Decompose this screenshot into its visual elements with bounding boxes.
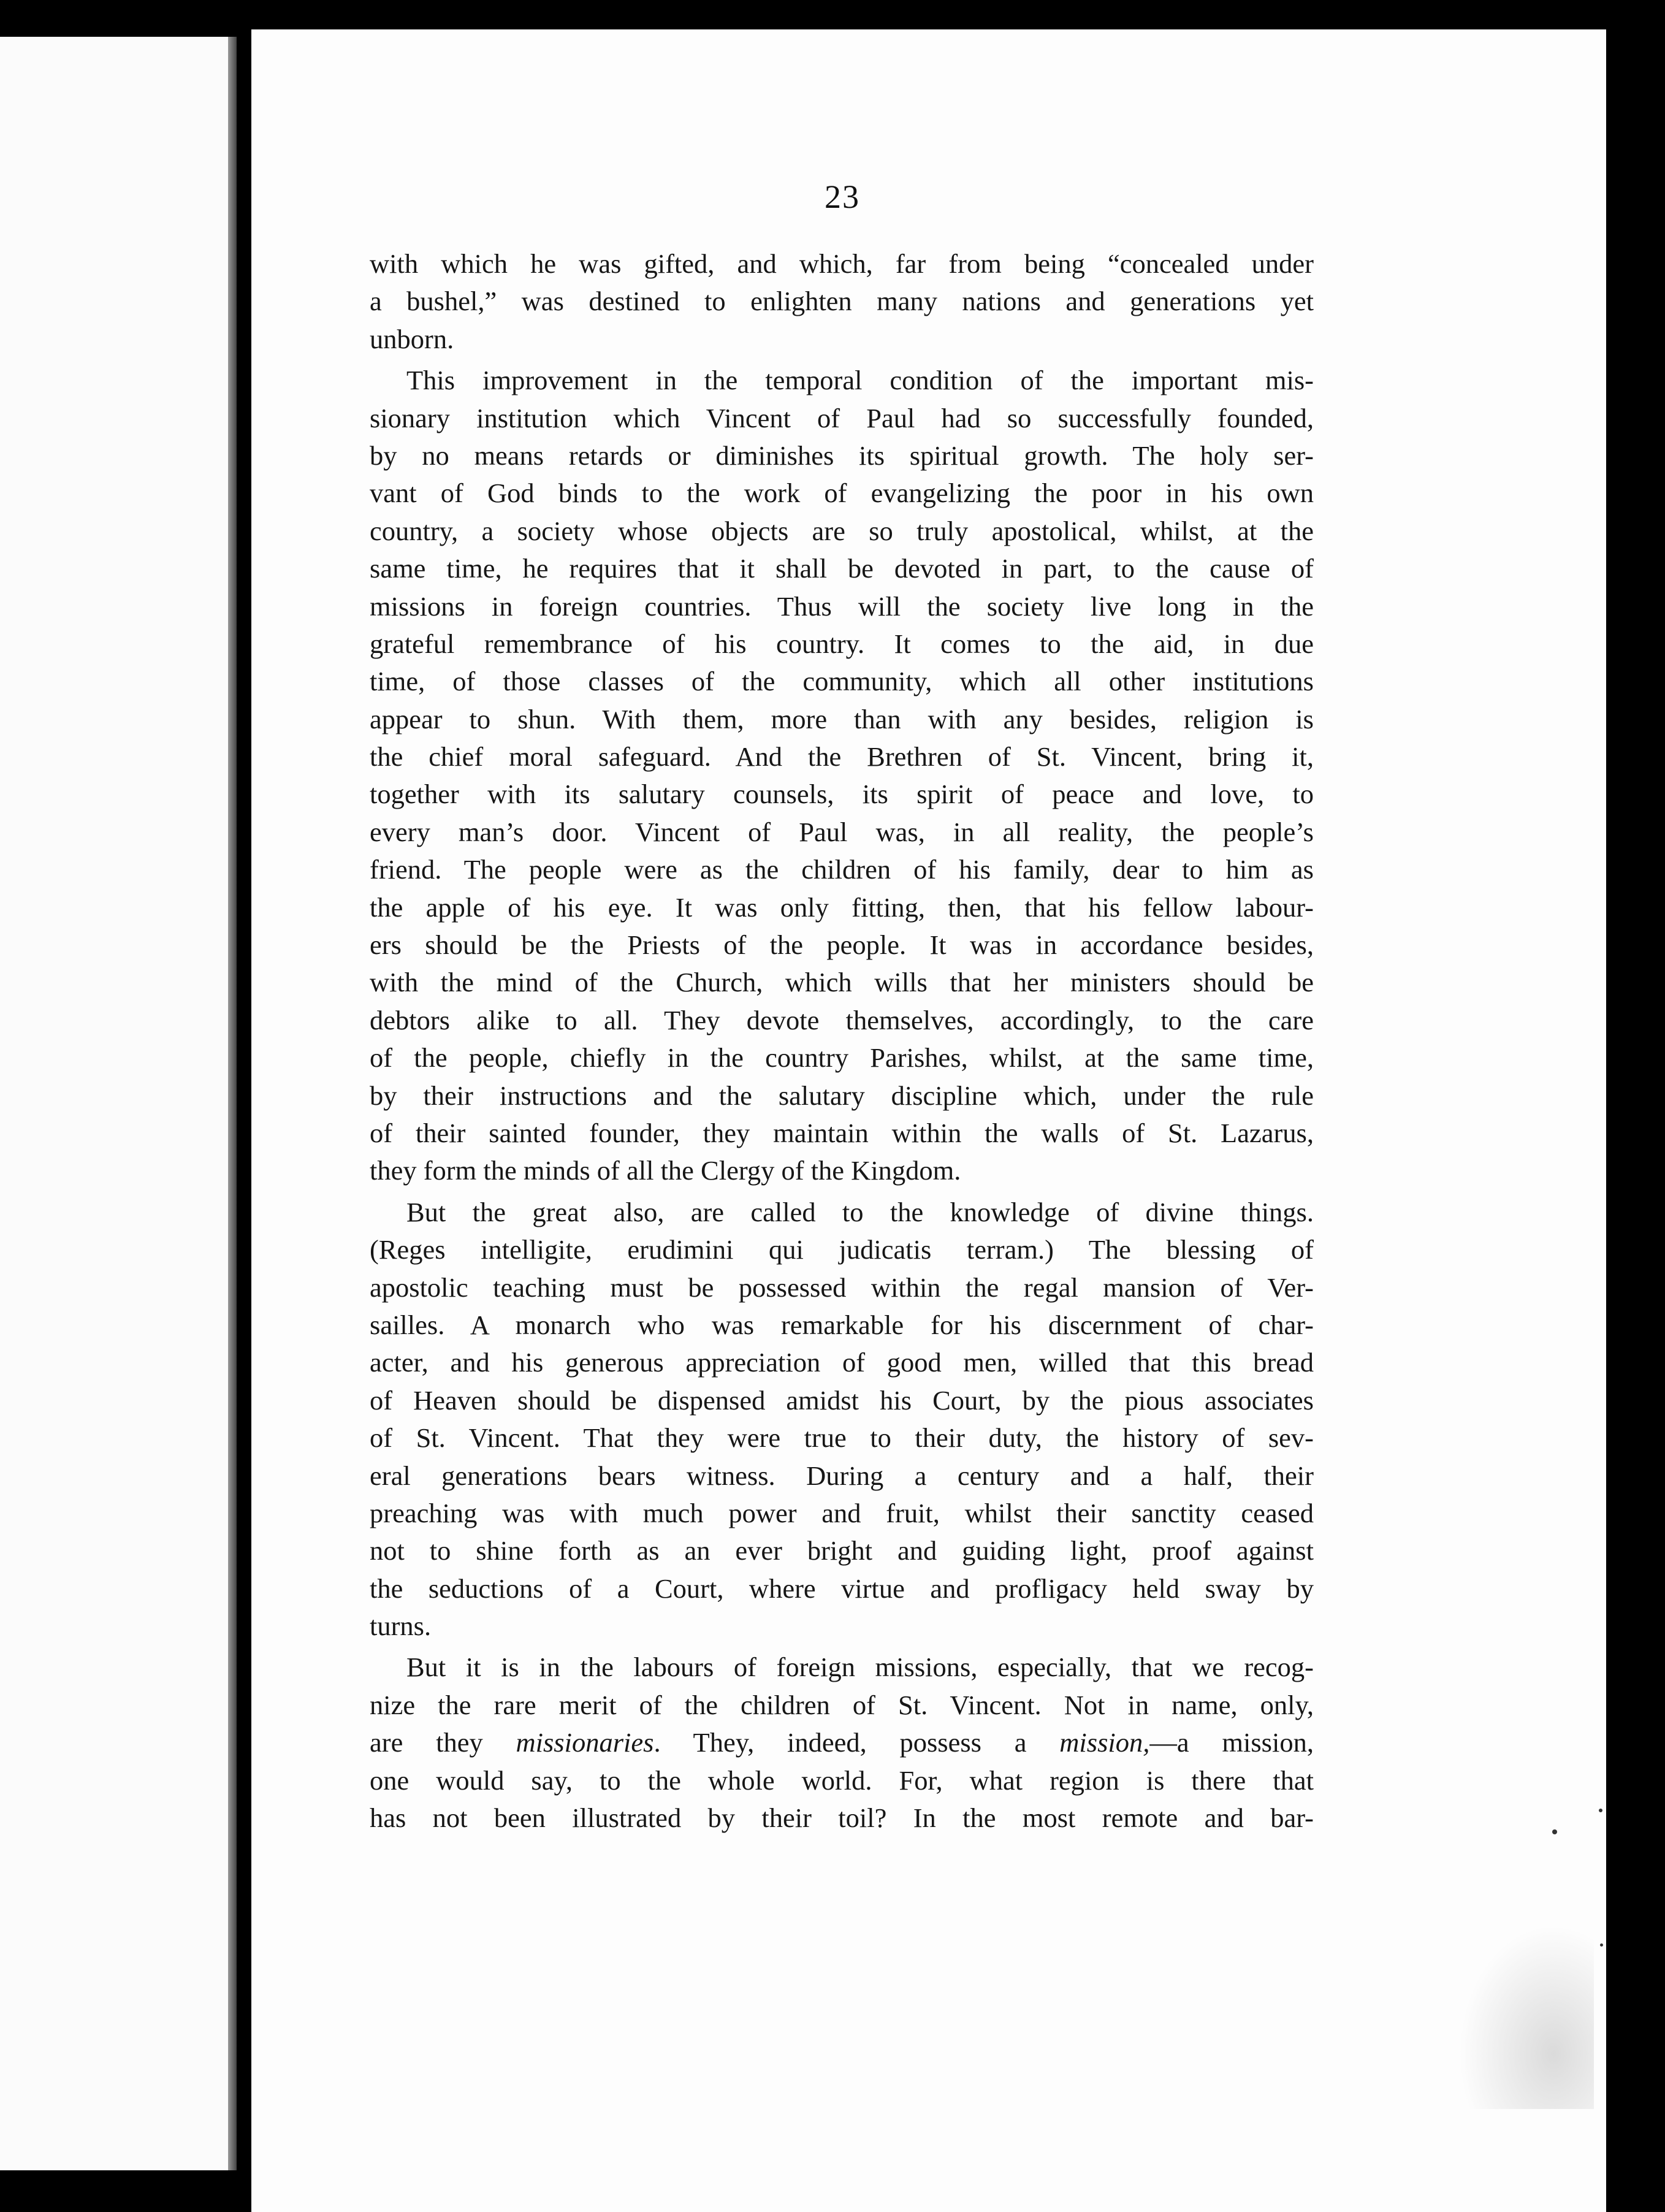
text-line: (Reges intelligite, erudimini qui judicatis terram.) The blessing of <box>370 1234 1314 1265</box>
text-line: one would say, to the whole world. For, what region is there that <box>370 1764 1314 1796</box>
book-gutter-shadow <box>228 37 237 2170</box>
text-line: they form the minds of all the Clergy of the Kingdom. <box>370 1155 961 1186</box>
text-line: debtors alike to all. They devote themselves, accordingly, to the care <box>370 1004 1314 1035</box>
text-line: grateful remembrance of his country. It comes to the aid, in due <box>370 628 1314 659</box>
text-line: by their instructions and the salutary discipline which, under the rule <box>370 1080 1314 1111</box>
text-line: preaching was with much power and fruit, whilst their sanctity ceased <box>370 1497 1314 1528</box>
text-line: with the mind of the Church, which wills that her ministers should be <box>370 967 1314 998</box>
text-line: the apple of his eye. It was only fitting, then, that his fellow labour- <box>370 891 1314 923</box>
text-line: sionary institution which Vincent of Paul had so successfully founded, <box>370 402 1314 433</box>
text-line: not to shine forth as an ever bright and guiding light, proof against <box>370 1535 1314 1566</box>
text-line: This improvement in the temporal condition of the important mis- <box>406 365 1314 396</box>
text-line: of their sainted founder, they maintain within the walls of St. Lazarus, <box>370 1117 1314 1148</box>
text-line: together with its salutary counsels, its spirit of peace and love, to <box>370 779 1314 810</box>
text-line: But it is in the labours of foreign missions, especially, that we recog- <box>406 1652 1314 1683</box>
text-line: apostolic teaching must be possessed within the regal mansion of Ver- <box>370 1272 1314 1303</box>
text-line: nize the rare merit of the children of St. Vincent. Not in name, only, <box>370 1689 1314 1720</box>
paper-smudge <box>1459 1925 1594 2109</box>
text-line: ers should be the Priests of the people. It was in accordance besides, <box>370 929 1314 961</box>
ink-speck <box>1600 1943 1603 1947</box>
text-line: friend. The people were as the children of his family, dear to him as <box>370 854 1314 885</box>
text-line: turns. <box>370 1611 432 1642</box>
text-line: country, a society whose objects are so truly apostolical, whilst, at the <box>370 515 1314 546</box>
text-line: a bushel,” was destined to enlighten many nations and generations yet <box>370 286 1314 317</box>
left-facing-page <box>0 37 233 2170</box>
text-line: missions in foreign countries. Thus will the society live long in the <box>370 590 1314 622</box>
text-line: of the people, chiefly in the country Parishes, whilst, at the same time, <box>370 1042 1314 1074</box>
text-line: But the great also, are called to the knowledge of divine things. <box>406 1196 1314 1227</box>
text-line: eral generations bears witness. During a century and a half, their <box>370 1460 1314 1491</box>
text-line: time, of those classes of the community, which all other institutions <box>370 666 1314 697</box>
text-line: vant of God binds to the work of evangelizing the poor in his own <box>370 478 1314 509</box>
text-line: with which he was gifted, and which, far from being “concealed under <box>370 248 1314 279</box>
text-line: appear to shun. With them, more than with any besides, religion is <box>370 703 1314 734</box>
ink-speck <box>1552 1829 1557 1834</box>
page-edge <box>1606 29 1665 2212</box>
text-line: are they missionaries. They, indeed, possess a mission,—a mission, <box>370 1727 1314 1758</box>
text-line: by no means retards or diminishes its spiritual growth. The holy ser- <box>370 440 1314 471</box>
text-line: acter, and his generous appreciation of good men, willed that this bread <box>370 1347 1314 1378</box>
text-line: the seductions of a Court, where virtue and profligacy held sway by <box>370 1573 1314 1604</box>
text-line: sailles. A monarch who was remarkable for his discernment of char- <box>370 1309 1314 1340</box>
page-number: 23 <box>825 178 860 215</box>
text-line: of Heaven should be dispensed amidst his Court, by the pious associates <box>370 1384 1314 1416</box>
text-line: same time, he requires that it shall be devoted in part, to the cause of <box>370 553 1314 584</box>
text-line: has not been illustrated by their toil? In the most remote and bar- <box>370 1802 1314 1834</box>
text-line: unborn. <box>370 323 454 354</box>
body-text <box>370 245 1314 1837</box>
text-line: of St. Vincent. That they were true to their duty, the history of sev- <box>370 1422 1314 1454</box>
text-line: every man’s door. Vincent of Paul was, in all reality, the people’s <box>370 816 1314 847</box>
text-line: the chief moral safeguard. And the Brethren of St. Vincent, bring it, <box>370 741 1314 772</box>
ink-speck <box>1599 1809 1602 1812</box>
